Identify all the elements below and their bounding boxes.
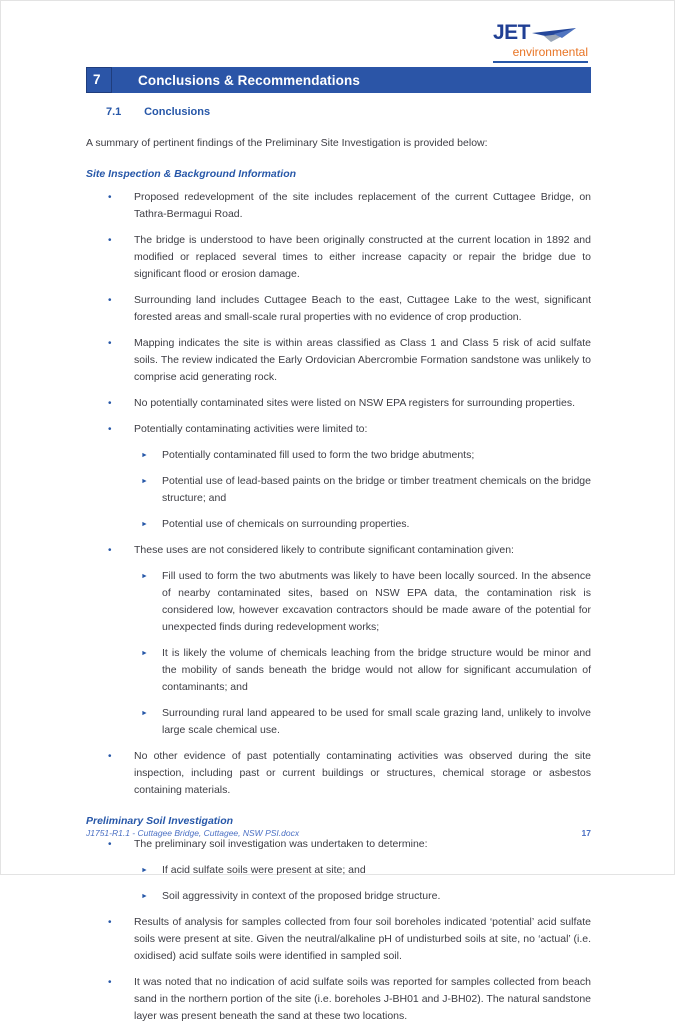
bullet-item bbox=[86, 914, 591, 965]
bullet-dot-icon: • bbox=[108, 295, 112, 306]
bullet-item bbox=[86, 974, 591, 1025]
bullet-item bbox=[86, 748, 591, 799]
bullet-text: Potentially contaminated fill used to form the two bridge abutments; bbox=[162, 449, 475, 461]
sub-bullet-item bbox=[86, 447, 591, 464]
bullet-item bbox=[86, 292, 591, 326]
bullet-dot-icon: • bbox=[108, 192, 112, 203]
bullet-text: Fill used to form the two abutments was likely to have been locally sourced. In the absence of nearby contaminated sites, based on NSW EPA data, the contamination risk is considered low, however excavation contractors should be made aware of the potential for unexpected finds during redevelopment works; bbox=[162, 570, 591, 633]
sub-bullet-item bbox=[86, 473, 591, 507]
bullet-item bbox=[86, 421, 591, 438]
intro-paragraph: A summary of pertinent findings of the Preliminary Site Investigation is provided below: bbox=[86, 137, 488, 149]
bullet-text: Mapping indicates the site is within areas classified as Class 1 and Class 5 risk of acid sulfate soils. The review indicated the Early Ordovician Abercrombie Formation sandstone was unlikely to comprise acid generating rock. bbox=[134, 337, 591, 383]
bullet-triangle-icon: ► bbox=[141, 710, 148, 717]
bullet-item bbox=[86, 189, 591, 223]
bullet-dot-icon: • bbox=[108, 751, 112, 762]
bullet-text: Potentially contaminating activities were limited to: bbox=[134, 423, 368, 435]
bullet-text: Surrounding rural land appeared to be used for small scale grazing land, unlikely to involve large scale chemical use. bbox=[162, 707, 591, 736]
bullet-triangle-icon: ► bbox=[141, 867, 148, 874]
bullet-triangle-icon: ► bbox=[141, 478, 148, 485]
bullet-item bbox=[86, 395, 591, 412]
bullet-text: These uses are not considered likely to contribute significant contamination given: bbox=[134, 544, 514, 556]
bullet-triangle-icon: ► bbox=[141, 893, 148, 900]
document-body bbox=[86, 135, 591, 1025]
bullet-dot-icon: • bbox=[108, 839, 112, 850]
bullet-text: Proposed redevelopment of the site includes replacement of the current Cuttagee Bridge, on Tathra-Bermagui Road. bbox=[134, 191, 591, 220]
bullet-text: It was noted that no indication of acid sulfate soils was reported for samples collected from beach sand in the northern portion of the site (i.e. boreholes J-BH01 and J-BH02). The natural sandstone layer was present beneath the sand at these two locations. bbox=[134, 976, 591, 1022]
bullet-text: Soil aggressivity in context of the proposed bridge structure. bbox=[162, 890, 441, 902]
bullet-dot-icon: • bbox=[108, 398, 112, 409]
bullet-item bbox=[86, 836, 591, 853]
sub-bullet-item bbox=[86, 888, 591, 905]
bullet-triangle-icon: ► bbox=[141, 650, 148, 657]
bullet-dot-icon: • bbox=[108, 235, 112, 246]
bullet-dot-icon: • bbox=[108, 424, 112, 435]
bullet-triangle-icon: ► bbox=[141, 521, 148, 528]
sections-container bbox=[86, 168, 591, 1025]
bullet-text: Results of analysis for samples collected from four soil boreholes indicated ‘potential’ acid sulfate soils were present at site. Given the neutral/alkaline pH of undisturbed soils at site, no ‘actual’ (i.e. oxidised) acid sulfate soils were identified in sampled soil. bbox=[134, 916, 591, 962]
bullet-item bbox=[86, 232, 591, 283]
bullet-dot-icon: • bbox=[108, 917, 112, 928]
footer-document-name: J1751-R1.1 - Cuttagee Bridge, Cuttagee, NSW PSI.docx bbox=[86, 828, 300, 838]
sub-bullet-item bbox=[86, 568, 591, 636]
bullet-text: Surrounding land includes Cuttagee Beach to the east, Cuttagee Lake to the west, significant forested areas and small-scale rural properties with no evidence of crop production. bbox=[134, 294, 591, 323]
bullet-dot-icon: • bbox=[108, 545, 112, 556]
subsection-title: Conclusions bbox=[144, 106, 211, 118]
sub-bullet-item bbox=[86, 516, 591, 533]
bullet-text: No other evidence of past potentially contaminating activities was observed during the site inspection, including past or current buildings or structures, chemical storage or asbestos containing materials. bbox=[134, 750, 591, 796]
bullet-text: The preliminary soil investigation was undertaken to determine: bbox=[134, 838, 428, 850]
bullet-text: It is likely the volume of chemicals leaching from the bridge structure would be minor and the mobility of sands beneath the bridge would not allow for significant accumulation of contaminants; and bbox=[162, 647, 591, 693]
sub-bullet-item bbox=[86, 645, 591, 696]
page-footer bbox=[86, 828, 591, 838]
subsection-number: 7.1 bbox=[106, 106, 122, 118]
sub-bullet-item bbox=[86, 862, 591, 879]
section-heading-bar bbox=[86, 67, 591, 93]
section-number: 7 bbox=[86, 67, 112, 93]
logo-underline bbox=[493, 61, 588, 63]
bullet-item bbox=[86, 542, 591, 559]
footer-page-number: 17 bbox=[581, 828, 591, 838]
bullet-dot-icon: • bbox=[108, 977, 112, 988]
sub-bullet-item bbox=[86, 705, 591, 739]
subsection-heading bbox=[106, 106, 674, 118]
section-subheading: Site Inspection & Background Information bbox=[86, 168, 297, 180]
bullet-text: The bridge is understood to have been originally constructed at the current location in 1892 and modified or replaced several times to either increase capacity or repair the bridge due to significant flood or erosion damage. bbox=[134, 234, 591, 280]
section-title: Conclusions & Recommendations bbox=[138, 72, 360, 88]
bullet-triangle-icon: ► bbox=[141, 452, 148, 459]
bullet-dot-icon: • bbox=[108, 338, 112, 349]
logo-environmental-text: environmental bbox=[512, 45, 588, 59]
bullet-text: No potentially contaminated sites were listed on NSW EPA registers for surrounding properties. bbox=[134, 397, 576, 409]
bullet-text: Potential use of lead-based paints on the bridge or timber treatment chemicals on the bridge structure; and bbox=[162, 475, 591, 504]
section-subheading: Preliminary Soil Investigation bbox=[86, 815, 234, 827]
bullet-text: Potential use of chemicals on surrounding properties. bbox=[162, 518, 410, 530]
logo-jet-text: JET bbox=[493, 21, 531, 44]
bullet-triangle-icon: ► bbox=[141, 573, 148, 580]
bullet-item bbox=[86, 335, 591, 386]
company-logo bbox=[493, 23, 588, 63]
bullet-text: If acid sulfate soils were present at site; and bbox=[162, 864, 366, 876]
